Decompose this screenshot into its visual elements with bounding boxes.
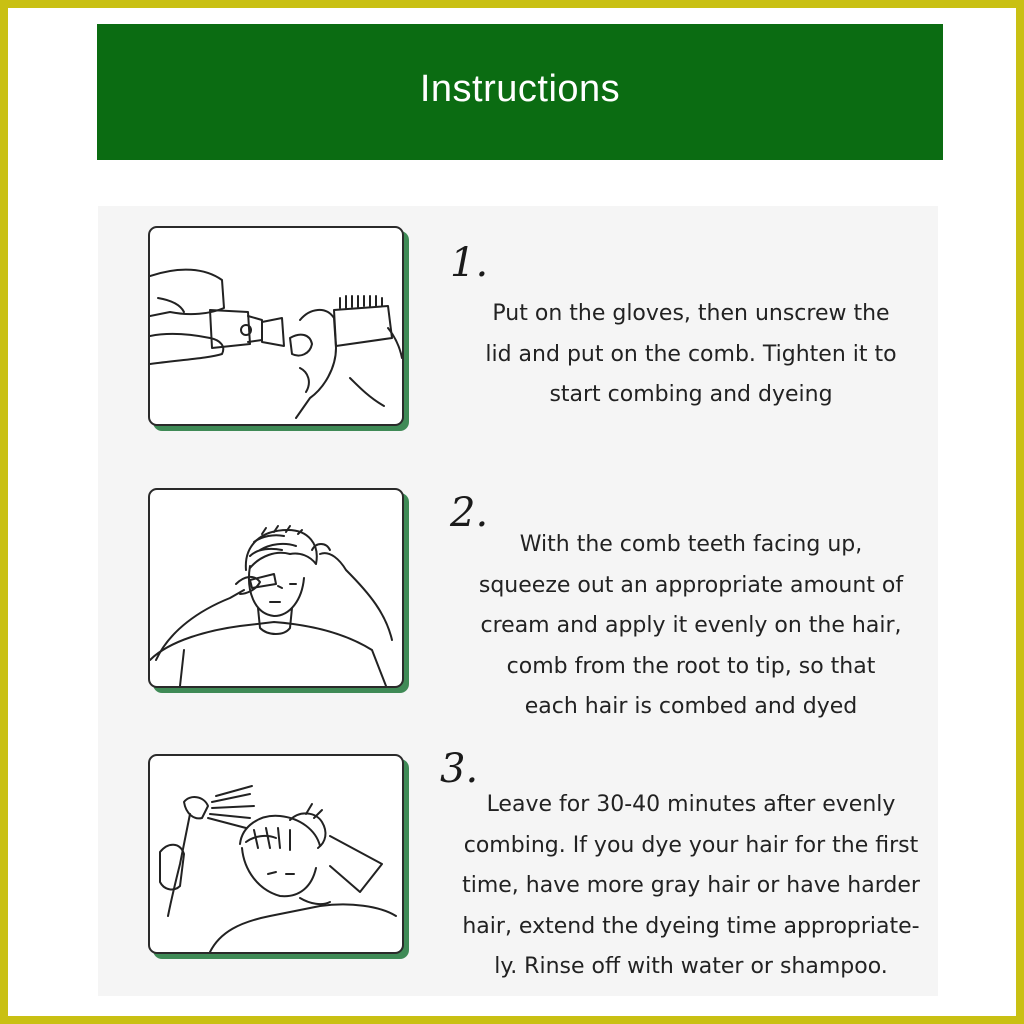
step-1 [98, 206, 938, 446]
step-3-illustration [148, 754, 404, 954]
tube-comb-icon [150, 228, 402, 424]
page-title: Instructions [419, 67, 621, 110]
step-2 [98, 468, 938, 728]
step-3-text: Leave for 30-40 minutes after evenly combing. If you dye your hair for the first time, have more gray hair or have harder hair, extend the dyeing time appropriate- ly. Rinse off with water or shampoo. [462, 792, 920, 979]
step-1-number: 1. [450, 240, 489, 286]
rinsing-hair-icon [150, 756, 402, 952]
step-3-number: 3. [440, 746, 479, 792]
step-2-illustration [148, 488, 404, 688]
person-combing-icon [150, 490, 402, 686]
step-3 [98, 734, 938, 996]
step-1-text: Put on the gloves, then unscrew the lid and put on the comb. Tighten it to start combing and dyeing [485, 301, 897, 407]
header-banner [97, 24, 943, 160]
step-1-illustration [148, 226, 404, 426]
step-2-text: With the comb teeth facing up, squeeze out an appropriate amount of cream and apply it evenly on the hair, comb from the root to tip, so that each hair is combed and dyed [478, 532, 904, 719]
instructions-panel [98, 206, 938, 996]
step-2-number: 2. [450, 490, 489, 536]
